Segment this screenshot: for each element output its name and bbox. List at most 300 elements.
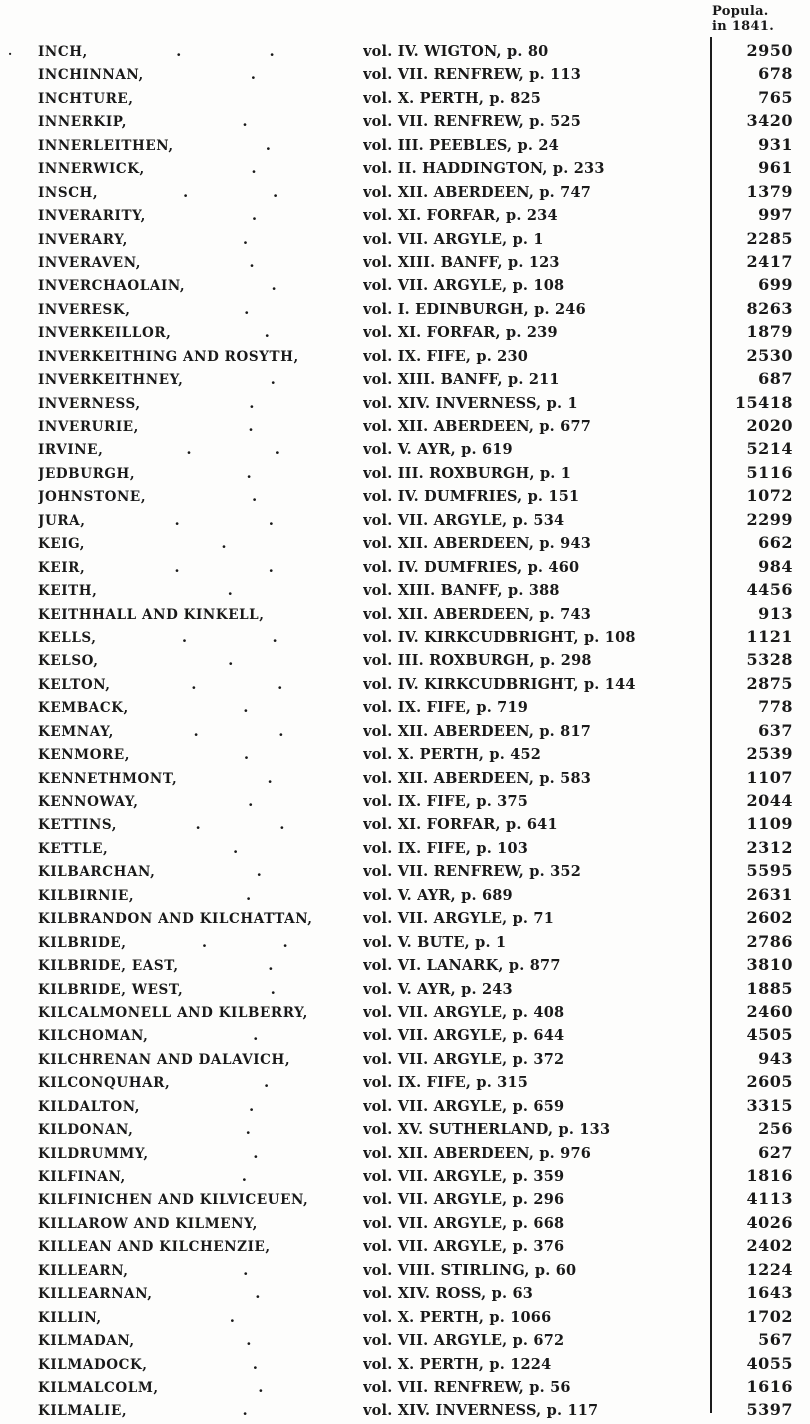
population-value: 1702 — [746, 1306, 793, 1326]
volume-reference: vol. VII. RENFREW, p. 56 — [363, 1378, 571, 1396]
parish-name-cell — [38, 1142, 363, 1166]
table-row — [0, 578, 810, 601]
parish-name: KETTINS, — [38, 817, 118, 834]
parish-name-cell — [38, 532, 363, 556]
leader-dot: . — [245, 1120, 251, 1139]
population-value: 5116 — [746, 462, 793, 482]
population-value: 2020 — [746, 416, 793, 435]
table-row — [0, 1117, 810, 1140]
volume-reference: vol. IX. FIFE, p. 315 — [363, 1074, 529, 1092]
leader-dots — [97, 626, 363, 649]
table-row — [0, 648, 810, 671]
leader-dot: . — [271, 276, 277, 295]
leader-dots — [128, 228, 363, 251]
table-row — [0, 625, 810, 648]
volume-reference: vol. IX. FIFE, p. 719 — [363, 699, 529, 717]
leader-dot: . — [270, 979, 276, 998]
parish-name-cell — [38, 1259, 363, 1283]
parish-name: KILBRIDE, EAST, — [38, 958, 179, 975]
table-row — [0, 180, 810, 203]
leader-dots — [155, 860, 363, 883]
parish-name: KILLIN, — [38, 1309, 102, 1326]
parish-name-cell — [38, 837, 363, 861]
table-row — [0, 836, 810, 859]
parish-name-cell — [38, 368, 363, 392]
population-value: 2299 — [746, 509, 793, 529]
leader-dot: . — [251, 487, 258, 506]
parish-name: KILBRIDE, WEST, — [38, 981, 184, 998]
population-value: 2285 — [746, 228, 793, 248]
table-row — [0, 156, 810, 179]
leader-dots — [131, 298, 363, 321]
leader-dot: . — [252, 1354, 258, 1373]
leader-dots — [148, 1353, 363, 1376]
population-value: 1879 — [746, 322, 793, 342]
leader-dots — [135, 462, 363, 485]
parish-name: KELLS, — [38, 629, 97, 646]
parish-name-cell — [38, 485, 363, 509]
volume-reference: vol. X. PERTH, p. 452 — [363, 746, 542, 764]
parish-name: KILCALMONELL AND KILBERRY, — [38, 1004, 308, 1021]
parish-name: INVERURIE, — [38, 419, 139, 435]
volume-reference: vol. XII. ABERDEEN, p. 743 — [363, 605, 592, 623]
parish-name-cell — [38, 696, 363, 720]
population-value: 5595 — [746, 861, 793, 881]
population-header-line1: Popula. — [712, 4, 769, 19]
population-value: 931 — [758, 134, 793, 154]
volume-reference: vol. VII. ARGYLE, p. 376 — [363, 1238, 565, 1256]
parish-index-table — [0, 39, 810, 1422]
table-row — [0, 1047, 810, 1070]
table-row — [0, 766, 810, 789]
table-row — [0, 203, 810, 226]
volume-reference: vol. XII. ABERDEEN, p. 943 — [363, 535, 592, 553]
leader-dots — [129, 696, 363, 719]
parish-name: KILMADAN, — [38, 1333, 135, 1350]
table-row — [0, 1070, 810, 1093]
population-value: 2786 — [746, 931, 793, 951]
table-row — [0, 273, 810, 296]
leader-dot: . — [282, 932, 288, 951]
parish-name-cell — [38, 274, 363, 298]
population-value: 2539 — [746, 744, 793, 764]
leader-dots — [85, 532, 363, 555]
population-value: 1072 — [746, 486, 793, 506]
leader-dot: . — [269, 42, 275, 60]
parish-name-cell — [38, 790, 363, 814]
parish-name-cell — [38, 1213, 363, 1236]
population-value: 1885 — [746, 978, 793, 998]
volume-reference: vol. IX. FIFE, p. 103 — [363, 839, 529, 857]
volume-reference: vol. XII. ABERDEEN, p. 817 — [363, 722, 592, 740]
table-row — [0, 1211, 810, 1234]
leader-dot: . — [186, 440, 192, 459]
table-row — [0, 508, 810, 531]
parish-name: KILBARCHAN, — [38, 864, 156, 881]
leader-dots — [179, 954, 363, 977]
leader-dots — [127, 931, 363, 954]
parish-name-cell — [38, 1095, 363, 1119]
leader-dots — [153, 1282, 363, 1305]
parish-name: INVERKEILLOR, — [38, 325, 172, 342]
leader-dots — [141, 251, 363, 274]
table-row — [0, 86, 810, 109]
leader-dot: . — [272, 182, 279, 201]
parish-name-cell — [38, 1002, 363, 1025]
population-value: 5328 — [746, 650, 793, 670]
leader-dots — [130, 743, 363, 766]
table-row — [0, 297, 810, 320]
volume-reference: vol. VII. ARGYLE, p. 672 — [363, 1332, 565, 1350]
population-value: 3810 — [746, 955, 793, 975]
parish-name: INNERLEITHEN, — [38, 137, 174, 154]
parish-name-cell — [38, 1071, 363, 1095]
parish-name: KILDRUMMY, — [38, 1145, 149, 1162]
volume-reference: vol. II. HADDINGTON, p. 233 — [363, 160, 605, 178]
parish-name-cell — [38, 978, 363, 1002]
parish-name: KEMBACK, — [38, 700, 129, 717]
population-value: 2631 — [746, 884, 793, 904]
volume-reference: vol. VII. ARGYLE, p. 1 — [363, 230, 544, 248]
population-value: 637 — [758, 720, 793, 740]
parish-name: INVERCHAOLAIN, — [38, 278, 186, 295]
table-row — [0, 789, 810, 812]
leader-dots — [145, 157, 363, 180]
population-value: 4113 — [746, 1189, 793, 1209]
parish-name: KILBIRNIE, — [38, 887, 135, 904]
parish-name-cell — [38, 1049, 363, 1072]
volume-reference: vol. IV. KIRKCUDBRIGHT, p. 108 — [363, 628, 636, 646]
table-row — [0, 461, 810, 484]
parish-name-cell — [38, 298, 363, 322]
parish-name: INVERNESS, — [38, 395, 141, 412]
leader-dot: . — [242, 1401, 248, 1420]
leader-dots — [183, 368, 363, 391]
volume-reference: vol. IV. DUMFRIES, p. 151 — [363, 488, 580, 506]
leader-dots — [108, 837, 363, 860]
leader-dot: . — [256, 862, 262, 881]
parish-name: KILBRIDE, — [38, 934, 127, 951]
parish-name: KENNOWAY, — [38, 794, 139, 810]
parish-name-cell — [38, 1024, 363, 1048]
leader-dots — [99, 649, 363, 672]
leader-dot: . — [248, 417, 254, 435]
parish-name: KILMADOCK, — [38, 1356, 148, 1373]
population-value: 984 — [758, 556, 793, 576]
leader-dots — [129, 1259, 363, 1282]
population-value: 4456 — [746, 580, 793, 600]
parish-name: INVERESK, — [38, 301, 131, 318]
population-value: 2312 — [746, 837, 793, 857]
volume-reference: vol. VII. ARGYLE, p. 668 — [363, 1214, 565, 1232]
population-value: 2875 — [746, 673, 793, 693]
population-value: 2044 — [746, 791, 793, 810]
leader-dots — [140, 1095, 363, 1118]
table-row — [0, 1258, 810, 1281]
leader-dots — [102, 1306, 363, 1329]
leader-dot: . — [265, 135, 271, 154]
population-value: 778 — [758, 697, 793, 717]
volume-reference: vol. XIII. BANFF, p. 123 — [363, 253, 560, 271]
volume-reference: vol. VII. ARGYLE, p. 408 — [363, 1003, 565, 1021]
parish-name: INVERAVEN, — [38, 254, 142, 271]
population-value: 1816 — [746, 1166, 793, 1185]
table-row — [0, 1328, 810, 1351]
parish-name: INNERKIP, — [38, 114, 128, 131]
population-value: 3420 — [746, 111, 793, 131]
population-value: 8263 — [746, 298, 793, 318]
leader-dots — [88, 40, 363, 63]
population-value: 4026 — [746, 1212, 793, 1232]
parish-name-cell — [38, 1165, 363, 1189]
population-value: 567 — [758, 1330, 793, 1350]
leader-dot: . — [181, 627, 188, 646]
parish-name-cell — [38, 40, 363, 64]
population-value: 678 — [758, 64, 793, 84]
table-row — [0, 1305, 810, 1328]
parish-name: KELTON, — [38, 676, 111, 693]
leader-dots — [159, 1376, 363, 1399]
leader-dot: . — [277, 674, 283, 693]
table-row — [0, 859, 810, 882]
parish-name: KEITHHALL AND KINKELL, — [38, 606, 265, 623]
table-row — [0, 109, 810, 132]
population-value: 1121 — [746, 626, 793, 646]
volume-reference: vol. VII. RENFREW, p. 525 — [363, 113, 581, 131]
parish-name: KILFINICHEN AND KILVICEUEN, — [38, 1192, 309, 1209]
volume-reference: vol. XI. FORFAR, p. 641 — [363, 816, 558, 834]
leader-dot: . — [264, 1073, 270, 1092]
table-row — [0, 531, 810, 554]
parish-name: KENMORE, — [38, 747, 131, 764]
leader-dot: . — [267, 768, 273, 787]
parish-name-cell — [38, 1329, 363, 1353]
volume-reference: vol. VII. ARGYLE, p. 71 — [363, 910, 555, 928]
leader-dot: . — [182, 182, 189, 201]
parish-name: KILFINAN, — [38, 1169, 126, 1185]
leader-dot: . — [176, 42, 182, 60]
leader-dots — [139, 790, 363, 813]
parish-name-cell — [38, 346, 363, 369]
parish-name-cell — [38, 626, 363, 650]
leader-dot: . — [174, 557, 180, 576]
table-row — [0, 133, 810, 156]
parish-name: KILLEARNAN, — [38, 1286, 153, 1303]
parish-name-cell — [38, 931, 363, 955]
table-row — [0, 930, 810, 953]
parish-name: IRVINE, — [38, 442, 104, 459]
population-value: 2402 — [746, 1236, 793, 1256]
parish-name: JOHNSTONE, — [38, 489, 147, 506]
population-value: 2602 — [746, 908, 793, 928]
leader-dot: . — [264, 323, 270, 342]
leader-dot: . — [228, 651, 234, 670]
parish-name: KELSO, — [38, 653, 99, 670]
table-row — [0, 602, 810, 625]
volume-reference: vol. VII. ARGYLE, p. 359 — [363, 1168, 565, 1185]
parish-name: KILLAROW AND KILMENY, — [38, 1215, 258, 1232]
parish-name-cell — [38, 1353, 363, 1377]
volume-reference: vol. VII. ARGYLE, p. 372 — [363, 1050, 565, 1068]
leader-dot: . — [241, 1167, 248, 1185]
leader-dots — [183, 978, 363, 1001]
volume-reference: vol. V. BUTE, p. 1 — [363, 933, 507, 951]
table-row — [0, 39, 810, 62]
population-value: 913 — [758, 603, 793, 623]
volume-reference: vol. VII. ARGYLE, p. 296 — [363, 1191, 565, 1209]
population-value: 4055 — [746, 1353, 793, 1373]
volume-reference: vol. IX. FIFE, p. 375 — [363, 793, 529, 810]
table-row — [0, 719, 810, 742]
table-row — [0, 1375, 810, 1398]
leader-dots — [98, 181, 363, 204]
population-value: 662 — [758, 533, 793, 553]
volume-reference: vol. V. AYR, p. 689 — [363, 886, 513, 904]
population-value: 1616 — [746, 1376, 793, 1396]
parish-name-cell — [38, 181, 363, 205]
leader-dot: . — [243, 745, 250, 764]
leader-dot: . — [268, 956, 274, 975]
leader-dot: . — [242, 112, 248, 131]
parish-name: INCHINNAN, — [38, 67, 144, 84]
population-value: 699 — [758, 275, 793, 295]
parish-name-cell — [38, 438, 363, 462]
leader-dot: . — [270, 370, 276, 389]
parish-name-cell — [38, 321, 363, 345]
leader-dots — [148, 1024, 363, 1047]
parish-name-cell — [38, 392, 363, 416]
leader-dot: . — [268, 510, 274, 529]
table-row — [0, 344, 810, 367]
table-row — [0, 1281, 810, 1304]
population-value: 1643 — [746, 1283, 793, 1303]
parish-name-cell — [38, 157, 363, 181]
volume-reference: vol. X. PERTH, p. 825 — [363, 89, 542, 107]
leader-dots — [149, 1142, 363, 1165]
volume-reference: vol. IV. KIRKCUDBRIGHT, p. 144 — [363, 675, 636, 693]
population-value: 627 — [758, 1142, 793, 1162]
parish-name: JEDBURGH, — [38, 465, 136, 482]
table-row — [0, 883, 810, 906]
parish-name-cell — [38, 743, 363, 767]
leader-dot: . — [258, 1377, 264, 1396]
parish-name: KEITH, — [38, 583, 98, 600]
parish-name-cell — [38, 110, 363, 134]
parish-name-cell — [38, 860, 363, 884]
leader-dots — [127, 1399, 363, 1422]
volume-reference: vol. XII. ABERDEEN, p. 677 — [363, 418, 592, 435]
table-row — [0, 250, 810, 273]
leader-dots — [117, 813, 363, 836]
volume-reference: vol. XIV. INVERNESS, p. 1 — [363, 394, 578, 412]
leader-dot: . — [251, 159, 257, 178]
volume-reference: vol. XII. ABERDEEN, p. 583 — [363, 769, 592, 787]
population-value: 2950 — [746, 41, 793, 60]
table-row — [0, 953, 810, 976]
population-value: 943 — [758, 1048, 793, 1068]
table-row — [0, 672, 810, 695]
leader-dot: . — [191, 674, 197, 693]
population-value: 4505 — [746, 1025, 793, 1045]
table-row — [0, 62, 810, 85]
parish-name-cell — [38, 88, 363, 111]
table-row — [0, 1187, 810, 1210]
parish-name-cell — [38, 1236, 363, 1259]
leader-dot: . — [253, 1026, 259, 1045]
leader-dot: . — [229, 1307, 235, 1326]
parish-name-cell — [38, 1306, 363, 1330]
parish-name: JURA, — [38, 512, 86, 529]
volume-reference: vol. XV. SUTHERLAND, p. 133 — [363, 1121, 611, 1139]
population-value: 1107 — [746, 767, 793, 787]
population-value: 1109 — [746, 814, 793, 834]
leader-dots — [135, 1329, 363, 1352]
volume-reference: vol. X. PERTH, p. 1224 — [363, 1355, 552, 1373]
volume-reference: vol. V. AYR, p. 619 — [363, 441, 513, 459]
parish-name-cell — [38, 1118, 363, 1142]
volume-reference: vol. III. ROXBURGH, p. 298 — [363, 652, 592, 670]
leader-dot: . — [279, 815, 285, 834]
leader-dot: . — [193, 721, 199, 740]
leader-dots — [111, 673, 363, 696]
parish-name-cell — [38, 813, 363, 837]
volume-reference: vol. VII. ARGYLE, p. 644 — [363, 1027, 565, 1045]
parish-name: KILCHOMAN, — [38, 1028, 149, 1045]
leader-dot: . — [278, 721, 284, 740]
leader-dot: . — [233, 838, 239, 857]
table-row — [0, 742, 810, 765]
parish-name-cell — [38, 251, 363, 275]
parish-name-cell — [38, 228, 363, 252]
leader-dots — [133, 1118, 363, 1141]
leader-dots — [185, 274, 363, 297]
leader-dot: . — [246, 463, 252, 482]
population-value: 3315 — [746, 1095, 793, 1115]
table-row — [0, 484, 810, 507]
parish-name-cell — [38, 1189, 363, 1212]
volume-reference: vol. XI. FORFAR, p. 234 — [363, 207, 558, 225]
volume-reference: vol. XI. FORFAR, p. 239 — [363, 324, 558, 342]
table-row — [0, 812, 810, 835]
parish-name: INVERKEITHNEY, — [38, 372, 184, 389]
population-value: 961 — [758, 158, 793, 178]
population-value: 1224 — [746, 1259, 793, 1279]
population-value: 5214 — [746, 439, 793, 459]
parish-name: KILCHRENAN AND DALAVICH, — [38, 1051, 291, 1068]
table-row — [0, 1000, 810, 1023]
table-row — [0, 1141, 810, 1164]
parish-name-cell — [38, 63, 363, 87]
volume-reference: vol. IX. FIFE, p. 230 — [363, 347, 529, 365]
volume-reference: vol. XIV. INVERNESS, p. 117 — [363, 1402, 599, 1420]
population-value: 765 — [758, 87, 793, 107]
parish-name: KEMNAY, — [38, 723, 114, 740]
parish-name: KILLEAN AND KILCHENZIE, — [38, 1239, 271, 1256]
leader-dot: . — [248, 1096, 255, 1115]
population-value: 997 — [758, 205, 793, 225]
population-value: 2417 — [746, 251, 793, 271]
parish-name: INSCH, — [38, 184, 99, 201]
leader-dot: . — [245, 885, 252, 904]
volume-reference: vol. XIV. ROSS, p. 63 — [363, 1285, 534, 1303]
population-value: 2530 — [746, 345, 793, 365]
leader-dots — [139, 415, 363, 438]
leader-dot: . — [243, 1260, 249, 1279]
volume-reference: vol. III. ROXBURGH, p. 1 — [363, 464, 572, 482]
leader-dots — [103, 438, 363, 461]
leader-dots — [174, 134, 363, 157]
volume-reference: vol. X. PERTH, p. 1066 — [363, 1308, 552, 1326]
